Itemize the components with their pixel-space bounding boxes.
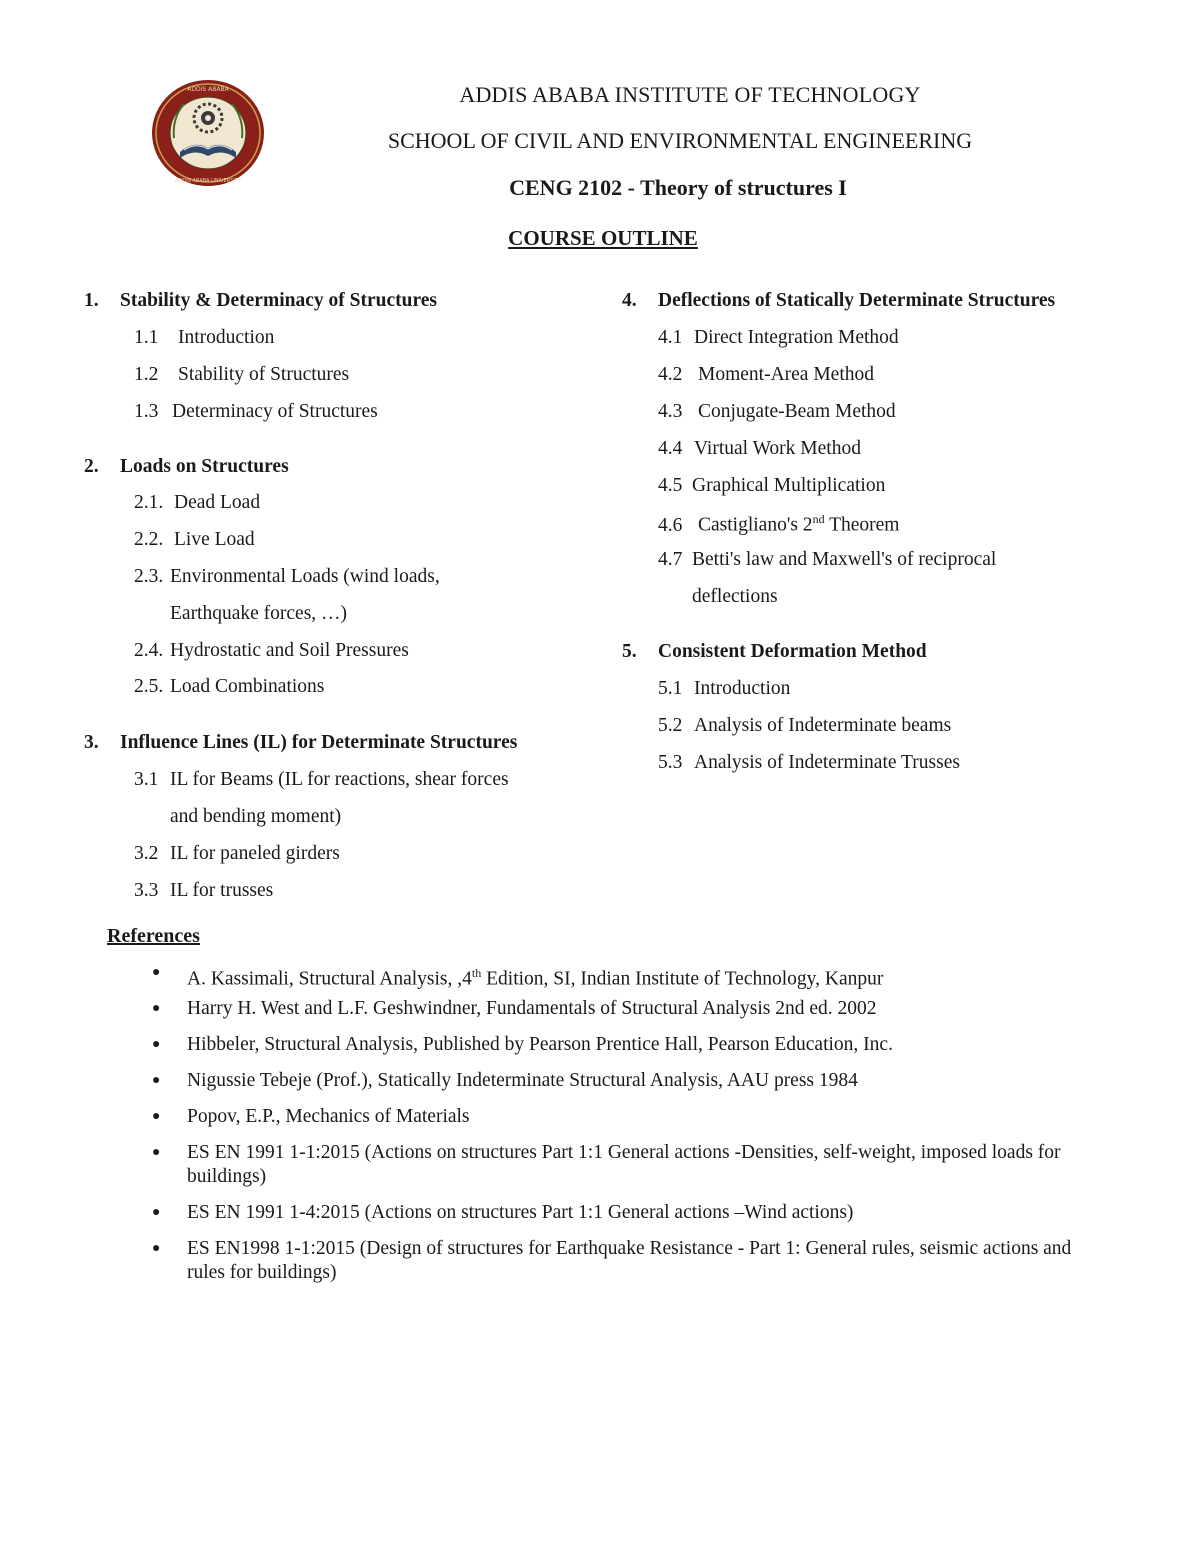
section-3-number: 3. <box>84 732 99 753</box>
item-text: Load Combinations <box>170 676 325 697</box>
bullet-icon: ● <box>152 1001 161 1016</box>
course-title: CENG 2102 - Theory of structures I <box>509 175 847 200</box>
item-text: Virtual Work Method <box>694 438 861 459</box>
section-1-heading <box>84 290 437 312</box>
list-item <box>658 512 899 537</box>
section-1-title: Stability & Determinacy of Structures <box>120 290 437 311</box>
list-item <box>658 549 996 571</box>
list-item <box>134 566 440 588</box>
item-number: 4.5 <box>658 475 683 496</box>
bullet-icon: ● <box>152 1145 161 1160</box>
item-number: 1.1 <box>134 327 159 348</box>
list-item <box>134 364 349 386</box>
item-number: 5.3 <box>658 752 683 773</box>
section-2-heading <box>84 456 289 478</box>
list-item <box>134 880 273 902</box>
list-item <box>658 364 874 386</box>
institute-name: ADDIS ABABA INSTITUTE OF TECHNOLOGY <box>459 82 921 107</box>
item-superscript: nd <box>812 512 825 526</box>
section-1-number: 1. <box>84 290 99 311</box>
bullet-icon: ● <box>152 1205 161 1220</box>
item-text: Introduction <box>178 327 275 348</box>
list-item <box>658 678 790 700</box>
list-item <box>134 676 324 698</box>
section-4-title: Deflections of Statically Determinate Structures <box>658 290 1056 311</box>
item-text: Hydrostatic and Soil Pressures <box>170 640 409 661</box>
item-text: Introduction <box>694 678 791 699</box>
item-text: Determinacy of Structures <box>172 401 378 422</box>
item-text: Live Load <box>174 529 255 550</box>
item-text: Direct Integration Method <box>694 327 899 348</box>
item-text: Analysis of Indeterminate Trusses <box>694 752 960 773</box>
outline-title: COURSE OUTLINE <box>508 226 698 250</box>
list-item <box>658 752 960 774</box>
section-2-title: Loads on Structures <box>120 456 289 477</box>
section-5-title: Consistent Deformation Method <box>658 641 927 662</box>
item-number: 4.1 <box>658 327 683 348</box>
section-4-number: 4. <box>622 290 637 311</box>
item-text: Conjugate-Beam Method <box>698 401 896 422</box>
item-number: 5.2 <box>658 715 683 736</box>
item-text: IL for paneled girders <box>170 843 340 864</box>
list-item <box>134 401 378 423</box>
seal-text-bottom: ADDIS ABABA UNIVERSITY <box>175 178 241 184</box>
item-number: 4.2 <box>658 364 683 385</box>
item-number: 4.3 <box>658 401 683 422</box>
reference-item: ES EN1998 1-1:2015 (Design of structures for Earthquake Resistance - Part 1: General rules, seismic actions and rules for buildings) <box>187 1238 1072 1283</box>
item-number: 4.7 <box>658 549 683 570</box>
section-5-number: 5. <box>622 641 637 662</box>
reference-text-after: Edition, SI, Indian Institute of Technology, Kanpur <box>481 968 884 990</box>
reference-item <box>187 961 1087 992</box>
item-number: 2.2. <box>134 529 164 550</box>
bullet-icon: ● <box>152 1073 161 1088</box>
item-number: 3.3 <box>134 880 159 901</box>
reference-item: Nigussie Tebeje (Prof.), Statically Indeterminate Structural Analysis, AAU press 1984 <box>187 1070 858 1091</box>
item-number: 2.5. <box>134 676 164 697</box>
item-text: Moment-Area Method <box>698 364 874 385</box>
list-item <box>658 475 885 497</box>
list-item-continuation: and bending moment) <box>170 806 342 827</box>
bullet-icon: ● <box>152 1037 161 1052</box>
list-item <box>658 438 861 460</box>
reference-superscript: th <box>471 966 482 980</box>
item-number: 2.3. <box>134 566 164 587</box>
list-item <box>658 401 896 423</box>
list-item <box>134 843 340 865</box>
item-text: IL for Beams (IL for reactions, shear forces <box>170 769 509 790</box>
seal-text-top: ADDIS ABABA <box>187 86 229 93</box>
item-number: 4.6 <box>658 514 683 536</box>
list-item <box>134 640 409 662</box>
bullet-icon: ● <box>152 1241 161 1256</box>
item-number: 2.1. <box>134 492 164 513</box>
item-number: 1.2 <box>134 364 159 385</box>
item-text: Stability of Structures <box>178 364 350 385</box>
section-3-heading <box>84 732 517 754</box>
list-item-continuation: deflections <box>692 586 778 607</box>
reference-text: A. Kassimali, Structural Analysis, ,4 <box>187 968 472 990</box>
bullet-icon: ● <box>152 1109 161 1124</box>
section-4-heading <box>622 290 1055 312</box>
school-name: SCHOOL OF CIVIL AND ENVIRONMENTAL ENGINEERING <box>387 128 973 153</box>
list-item <box>134 769 509 791</box>
item-text: Analysis of Indeterminate beams <box>694 715 952 736</box>
reference-item: Popov, E.P., Mechanics of Materials <box>187 1106 470 1127</box>
item-number: 3.1 <box>134 769 159 790</box>
reference-item: ES EN 1991 1-4:2015 (Actions on structures Part 1:1 General actions –Wind actions) <box>187 1202 854 1223</box>
item-number: 5.1 <box>658 678 683 699</box>
reference-item: Hibbeler, Structural Analysis, Published by Pearson Prentice Hall, Pearson Education, Inc. <box>187 1034 893 1055</box>
reference-item: ES EN 1991 1-1:2015 (Actions on structures Part 1:1 General actions -Densities, self-weight, imposed loads for buildings) <box>187 1142 1061 1187</box>
item-text: Graphical Multiplication <box>692 475 886 496</box>
list-item <box>658 327 899 349</box>
item-text-after: Theorem <box>824 514 900 536</box>
list-item-continuation: Earthquake forces, …) <box>170 603 348 624</box>
section-3-title: Influence Lines (IL) for Determinate Structures <box>120 732 518 753</box>
list-item <box>658 715 951 737</box>
references-heading: References <box>107 925 200 947</box>
list-item <box>134 529 255 551</box>
list-item <box>134 492 260 514</box>
item-number: 3.2 <box>134 843 159 864</box>
section-2-number: 2. <box>84 456 99 477</box>
item-number: 4.4 <box>658 438 683 459</box>
section-5-heading <box>622 641 927 663</box>
item-number: 2.4. <box>134 640 164 661</box>
item-text: Betti's law and Maxwell's of reciprocal <box>692 549 997 570</box>
item-text: Environmental Loads (wind loads, <box>170 566 440 587</box>
item-text: Castigliano's 2 <box>698 514 813 536</box>
reference-item: Harry H. West and L.F. Geshwindner, Fundamentals of Structural Analysis 2nd ed. 2002 <box>187 998 877 1019</box>
bullet-icon: ● <box>152 965 161 980</box>
list-item <box>134 327 274 349</box>
item-number: 1.3 <box>134 401 159 422</box>
item-text: IL for trusses <box>170 880 274 901</box>
item-text: Dead Load <box>174 492 261 513</box>
